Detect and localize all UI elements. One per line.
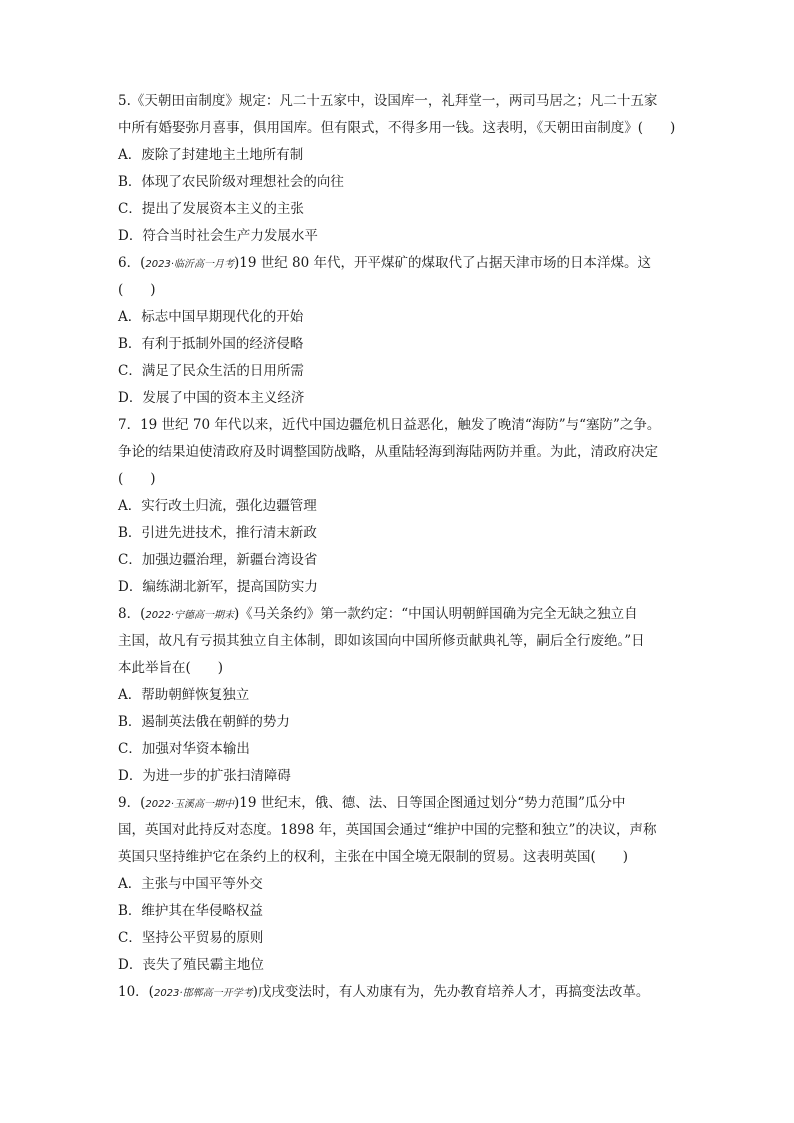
- question-8-stem-line: [118, 659, 684, 686]
- answer-option[interactable]: A．标志中国早期现代化的开始: [118, 309, 304, 325]
- question-page: [118, 92, 684, 1010]
- stem-text: )《马关条约》第一款约定：“中国认明朝鲜国确为完全无缺之独立自: [234, 606, 638, 622]
- answer-option[interactable]: B．遏制英法俄在朝鲜的势力: [118, 714, 290, 730]
- stem-text: )19 世纪末，俄、德、法、日等国企图通过划分“势力范围”瓜分中: [234, 795, 626, 811]
- answer-option[interactable]: B．维护其在华侵略权益: [118, 903, 263, 919]
- answer-option[interactable]: C．加强对华资本输出: [118, 741, 250, 757]
- answer-option[interactable]: C．加强边疆治理，新疆台湾设省: [118, 552, 318, 568]
- answer-option[interactable]: B．有利于抵制外国的经济侵略: [118, 336, 304, 352]
- stem-text: 中所有婚娶弥月喜事，俱用国库。但有限式，不得多用一钱。这表明，《天朝田亩制度》( ): [118, 120, 676, 136]
- stem-text: 主国，故凡有亏损其独立自主体制，即如该国向中国所修贡献典礼等，嗣后全行废绝。”日: [118, 633, 645, 649]
- question-9-stem-line: [118, 821, 684, 848]
- stem-text: ( ): [118, 471, 156, 487]
- source-tag: 2023·临沂高一月考: [145, 259, 234, 270]
- question-8-stem-line: [118, 605, 684, 632]
- stem-text: 国，英国对此持反对态度。1898 年，英国国会通过“维护中国的完整和独立”的决议，声称: [118, 822, 657, 838]
- question-8-stem-line: [118, 632, 684, 659]
- answer-option[interactable]: D．编练湖北新军，提高国防实力: [118, 579, 318, 595]
- answer-option[interactable]: D．丧失了殖民霸主地位: [118, 957, 264, 973]
- stem-text: 8．(: [118, 606, 146, 622]
- answer-option[interactable]: B．引进先进技术，推行清末新政: [118, 525, 317, 541]
- question-7-stem-line: [118, 416, 684, 443]
- stem-text: )戊戌变法时，有人劝康有为，先办教育培养人才，再搞变法改革。: [252, 984, 650, 1000]
- answer-option[interactable]: A．实行改土归流，强化边疆管理: [118, 498, 317, 514]
- stem-text: 本此举旨在( ): [118, 660, 224, 676]
- question-6-stem-line: [118, 281, 684, 308]
- stem-text: ( ): [118, 282, 156, 298]
- answer-option[interactable]: D．符合当时社会生产力发展水平: [118, 228, 318, 244]
- question-9-stem-line: [118, 848, 684, 875]
- answer-option[interactable]: C．坚持公平贸易的原则: [118, 930, 264, 946]
- answer-option[interactable]: D．为进一步的扩张扫清障碍: [118, 768, 291, 784]
- question-7-stem-line: [118, 470, 684, 497]
- answer-option[interactable]: C．满足了民众生活的日用所需: [118, 363, 304, 379]
- question-5-stem-line: [118, 92, 684, 119]
- stem-text: )19 世纪 80 年代，开平煤矿的煤取代了占据天津市场的日本洋煤。这: [234, 255, 651, 271]
- answer-option[interactable]: C．提出了发展资本主义的主张: [118, 201, 304, 217]
- question-9-stem-line: [118, 794, 684, 821]
- stem-text: 7．19 世纪 70 年代以来，近代中国边疆危机日益恶化，触发了晚清“海防”与“塞防”之争。: [118, 417, 661, 433]
- stem-text: 5.《天朝田亩制度》规定：凡二十五家中，设国库一，礼拜堂一，两司马居之；凡二十五家: [118, 93, 658, 109]
- stem-text: 9．(: [118, 795, 146, 811]
- question-6-stem-line: [118, 254, 684, 281]
- stem-text: 争论的结果迫使清政府及时调整国防战略，从重陆轻海到海陆两防并重。为此，清政府决定: [118, 444, 658, 460]
- source-tag: 2023·邯郸高一开学考: [153, 988, 253, 999]
- answer-option[interactable]: A．废除了封建地主土地所有制: [118, 147, 304, 163]
- answer-option[interactable]: B．体现了农民阶级对理想社会的向往: [118, 174, 344, 190]
- answer-option[interactable]: A．帮助朝鲜恢复独立: [118, 687, 250, 703]
- stem-text: 6．(: [118, 255, 146, 271]
- stem-text: 10．(: [118, 984, 154, 1000]
- answer-option[interactable]: A．主张与中国平等外交: [118, 876, 263, 892]
- question-7-stem-line: [118, 443, 684, 470]
- answer-option[interactable]: D．发展了中国的资本主义经济: [118, 390, 305, 406]
- source-tag: 2022·玉溪高一期中: [145, 799, 234, 810]
- question-10-stem-line: [118, 983, 684, 1010]
- stem-text: 英国只坚持维护它在条约上的权利，主张在中国全境无限制的贸易。这表明英国( ): [118, 849, 629, 865]
- source-tag: 2022·宁德高一期末: [145, 610, 234, 621]
- question-5-stem-line: [118, 119, 684, 146]
